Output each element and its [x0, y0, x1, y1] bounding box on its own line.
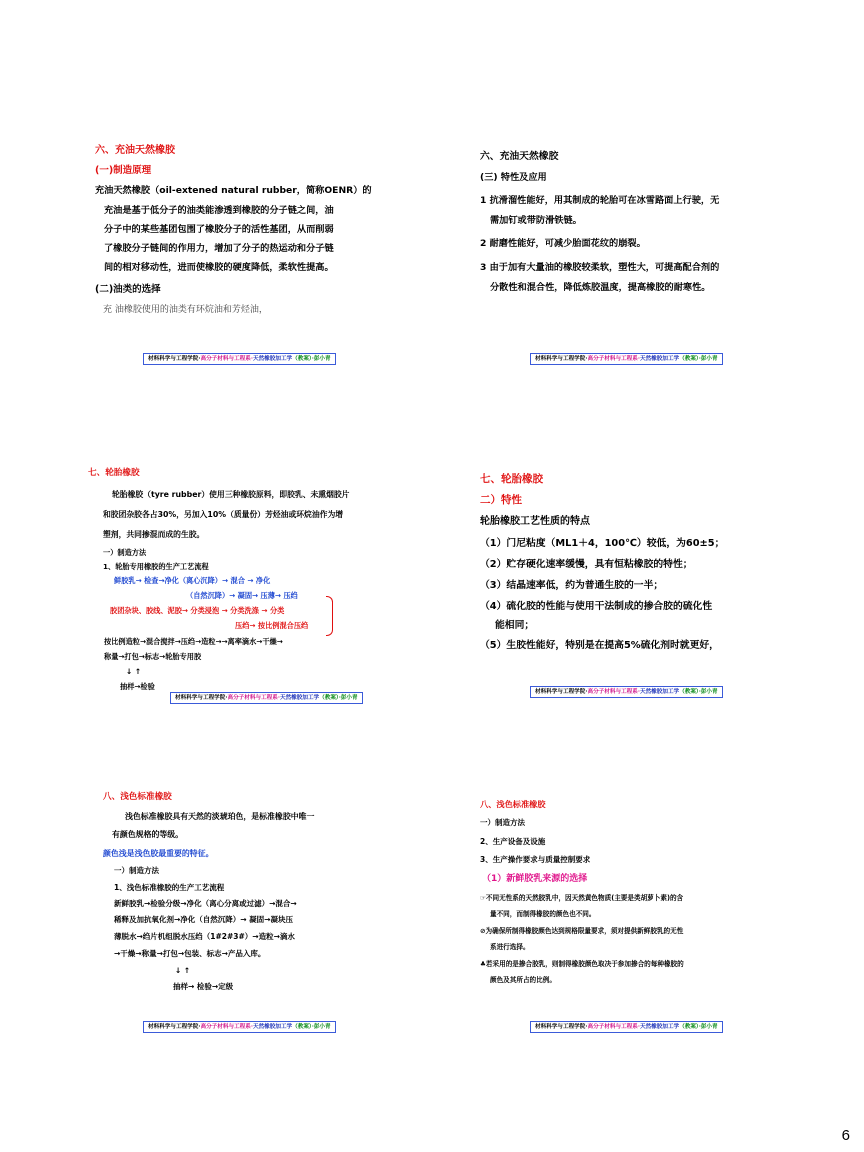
slide5-key: 颜色浅是浅色胶最重要的特征。 — [103, 849, 214, 858]
slide1-line: 充油天然橡胶（oil-extened natural rubber，简称OENR）的 — [95, 185, 372, 196]
slide3-para: 和胶团杂胶各占30%，另加入10%（质量份）芳烃油或环烷油作为增 — [103, 510, 344, 519]
slide2-title: 六、充油天然橡胶 — [480, 151, 559, 162]
footer-dept: 高分子材料与工程系· — [227, 695, 280, 701]
footer-author: （教案）·彭小青 — [292, 1024, 331, 1030]
slide3-method: 一）制造方法 — [103, 548, 147, 557]
slide6-footer — [530, 1021, 723, 1033]
slide1-line: 了橡胶分子链间的作用力，增加了分子的热运动和分子链 — [104, 243, 334, 254]
slide2-line: 1 抗滑溜性能好，用其制成的轮胎可在冰雪路面上行驶，无 — [480, 195, 720, 206]
slide5-line: 1、浅色标准橡胶的生产工艺流程 — [114, 883, 225, 892]
page-number: 6 — [841, 1127, 850, 1144]
slide5-line: 一）制造方法 — [114, 866, 159, 875]
slide5-end: 抽样→ 检验→定级 — [173, 982, 234, 991]
slide4-line: （2）贮存硬化速率缓慢，具有恒粘橡胶的特性； — [480, 559, 693, 570]
footer-dept: 高分子材料与工程系· — [587, 1024, 640, 1030]
footer-course: 天然橡胶加工学 — [279, 695, 320, 701]
slide3-flow: （自然沉降）→ 凝固→ 压薄→ 压绉 — [186, 591, 298, 600]
slide1-line: 充油是基于低分子的油类能渗透到橡胶的分子链之间，油 — [104, 205, 334, 216]
slide5-para: 浅色标准橡胶具有天然的淡琥珀色，是标准橡胶中唯一 — [125, 812, 315, 821]
slide2-footer — [530, 353, 723, 365]
slide5-line: 薄脱水→绉片机组脱水压绉（1#2#3#）→造粒→滴水 — [114, 932, 295, 941]
slide4-line: （4）硫化胶的性能与使用干法制成的掺合胶的硫化性 — [480, 601, 713, 612]
slide6-bullet: 系进行选择。 — [490, 943, 530, 951]
footer-dept: 高分子材料与工程系· — [200, 1024, 253, 1030]
slide1-note: 充 油橡胶使用的油类有环烷油和芳烃油， — [103, 305, 268, 315]
slide3-flow: 胶团杂块、胶线、泥胶→ 分类浸泡 → 分类洗涤 → 分类 — [110, 606, 285, 615]
slide6-bullet: ☞不同无性系的天然胶乳中，因天然黄色物质(主要是类胡萝卜素)的含 — [480, 894, 684, 902]
slide4-line: （1）门尼粘度（ML1＋4，100℃）较低，为60±5； — [480, 538, 725, 549]
slide3-flow: 压绉→ 按比例混合压绉 — [235, 621, 309, 630]
slide4-title: 七、轮胎橡胶 — [480, 473, 543, 485]
slide3-flow: 鲜胶乳→ 检查→净化（离心沉降）→ 混合 → 净化 — [114, 576, 271, 585]
slide3-flow: 按比例造粒→混合搅拌→压绉→造粒→→离率滴水→干燥→ — [104, 637, 283, 646]
slide3-footer — [170, 692, 363, 704]
slide5-title: 八、浅色标准橡胶 — [103, 792, 172, 802]
footer-author: （教案）·彭小青 — [679, 1024, 718, 1030]
slide6-line: 2、生产设备及设施 — [480, 837, 546, 846]
slide3-title: 七、轮胎橡胶 — [88, 468, 140, 478]
footer-author: （教案）·彭小青 — [292, 356, 331, 362]
footer-school: 材料科学与工程学院· — [535, 689, 588, 695]
footer-school: 材料科学与工程学院· — [535, 356, 588, 362]
slide3-para: 轮胎橡胶（tyre rubber）使用三种橡胶原料，即胶乳、未熏烟胶片 — [112, 490, 350, 499]
footer-author: （教案）·彭小青 — [679, 356, 718, 362]
slide2-line: 2 耐磨性能好，可减少胎面花纹的崩裂。 — [480, 238, 646, 249]
footer-author: （教案）·彭小青 — [319, 695, 358, 701]
footer-course: 天然橡胶加工学 — [252, 356, 293, 362]
footer-course: 天然橡胶加工学 — [639, 689, 680, 695]
slide4-line: （5）生胶性能好，特别是在提高5%硫化剂时就更好， — [480, 640, 719, 651]
footer-course: 天然橡胶加工学 — [252, 1024, 293, 1030]
slide2-line: 分散性和混合性，降低炼胶温度，提高橡胶的耐寒性。 — [490, 282, 711, 293]
slide4-line: （3）结晶速率低，约为普通生胶的一半； — [480, 580, 664, 591]
slide5-footer — [143, 1021, 336, 1033]
slide3-flow: 称量→打包→标志→轮胎专用胶 — [104, 652, 202, 661]
slide5-para: 有颜色规格的等级。 — [112, 830, 184, 839]
slide4-line: 能相同； — [495, 620, 535, 631]
footer-school: 材料科学与工程学院· — [148, 1024, 201, 1030]
slide5-line: 稀释及加抗氧化剂→净化（自然沉降）→ 凝固→凝块压 — [114, 915, 293, 924]
footer-author: （教案）·彭小青 — [679, 689, 718, 695]
footer-school: 材料科学与工程学院· — [535, 1024, 588, 1030]
flow-brace — [326, 596, 333, 636]
slide6-subtitle: （1）新鲜胶乳来源的选择 — [482, 874, 588, 884]
footer-school: 材料科学与工程学院· — [175, 695, 228, 701]
footer-course: 天然橡胶加工学 — [639, 1024, 680, 1030]
slide6-bullet: ⊘为确保所制得橡胶颜色达到规格限量要求，须对提供新鲜胶乳的无性 — [480, 927, 684, 935]
slide1-title: 六、充油天然橡胶 — [95, 145, 175, 156]
slide5-arrows: ↓ ↑ — [175, 966, 191, 975]
slide3-sampling: 抽样→检验 — [120, 682, 155, 691]
slide6-bullet: ♣若采用的是掺合胶乳，则制得橡胶颜色取决于参加掺合的每种橡胶的 — [480, 960, 684, 968]
footer-school: 材料科学与工程学院· — [148, 356, 201, 362]
slide6-bullet: 量不同，而制得橡胶的颜色也不同。 — [490, 910, 596, 918]
slide4-footer — [530, 686, 723, 698]
slide5-line: →干燥→称量→打包→包装、标志→产品入库。 — [114, 949, 266, 958]
footer-dept: 高分子材料与工程系· — [200, 356, 253, 362]
slide6-title: 八、浅色标准橡胶 — [480, 799, 546, 809]
slide5-line: 新鲜胶乳→检验分级→净化（离心分离或过滤）→混合→ — [114, 899, 297, 908]
footer-dept: 高分子材料与工程系· — [587, 356, 640, 362]
slide6-line: 一）制造方法 — [480, 818, 525, 827]
slide2-line: 需加钉或带防滑铁链。 — [490, 215, 582, 226]
slide4-subtitle: 二）特性 — [480, 494, 522, 506]
slide1-footer — [143, 353, 336, 365]
slide6-line: 3、生产操作要求与质量控制要求 — [480, 855, 591, 864]
footer-course: 天然橡胶加工学 — [639, 356, 680, 362]
slide1-line: 分子中的某些基团包围了橡胶分子的活性基团，从而削弱 — [104, 224, 334, 235]
slide1-subtitle: (一)制造原理 — [95, 165, 152, 176]
slide1-subtitle-2: (二)油类的选择 — [95, 284, 161, 295]
slide3-arrows: ↓ ↑ — [126, 667, 142, 676]
slide3-process: 1、轮胎专用橡胶的生产工艺流程 — [103, 562, 209, 571]
slide3-para: 塑剂，共同掺混而成的生胶。 — [103, 530, 205, 539]
footer-dept: 高分子材料与工程系· — [587, 689, 640, 695]
slide2-line: 3 由于加有大量油的橡胶较柔软，塑性大，可提高配合剂的 — [480, 262, 720, 273]
slide4-heading: 轮胎橡胶工艺性质的特点 — [480, 516, 590, 527]
slide2-subtitle: (三) 特性及应用 — [480, 172, 547, 183]
slide1-line: 间的相对移动性，进而使橡胶的硬度降低，柔软性提高。 — [104, 262, 334, 273]
slide6-bullet: 颜色及其所占的比例。 — [490, 976, 556, 984]
